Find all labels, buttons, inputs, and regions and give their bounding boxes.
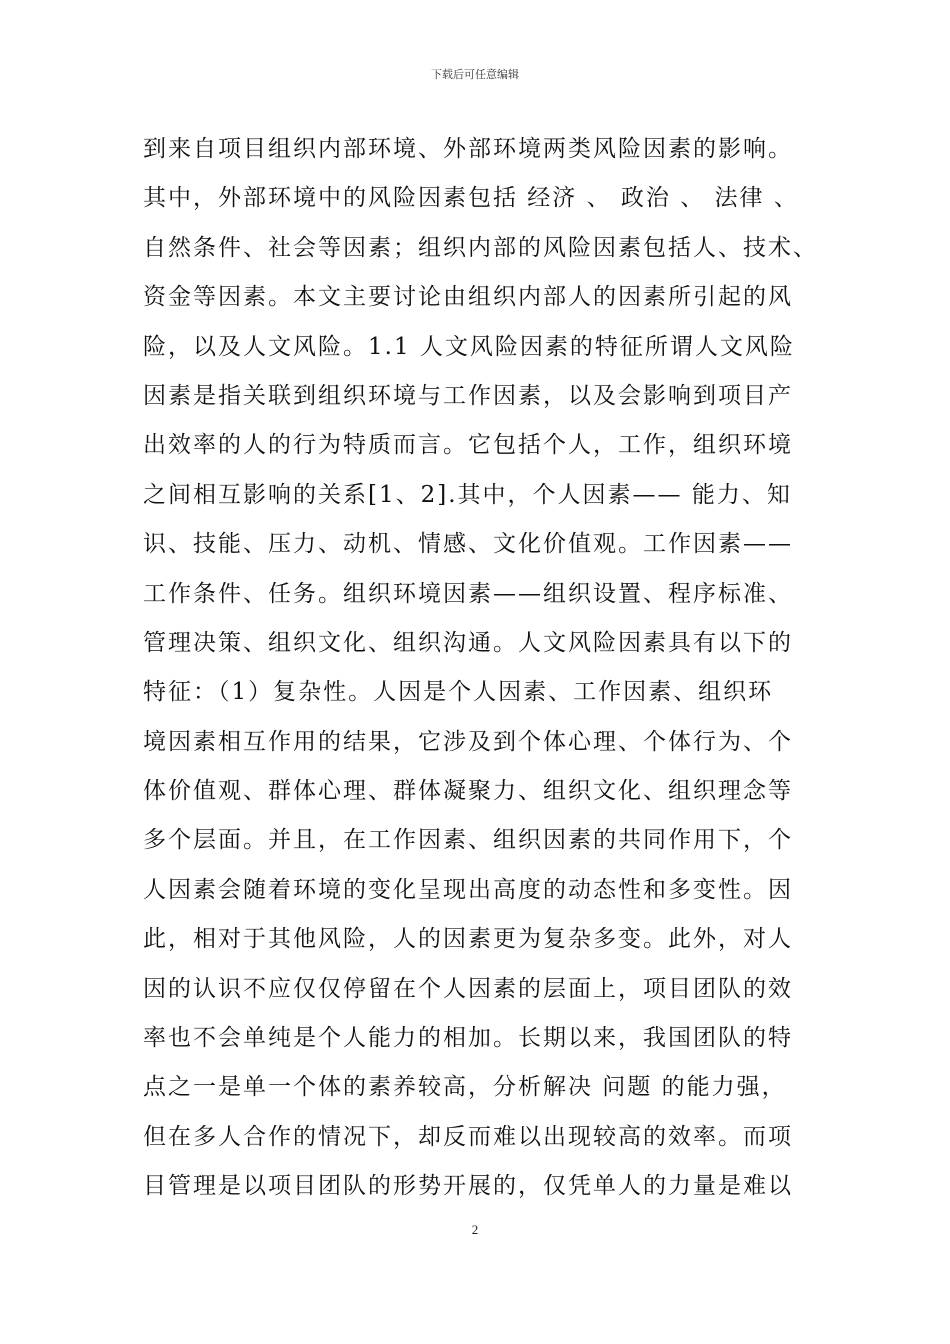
text-line: 之间相互影响的关系[1、2].其中，个人因素—— 能力、知	[143, 481, 792, 508]
text-line: 自然条件、社会等因素；组织内部的风险因素包括人、技术、	[143, 234, 818, 261]
text-line: 因的认识不应仅仅停留在个人因素的层面上，项目团队的效	[143, 975, 793, 1002]
text-line: 管理决策、组织文化、组织沟通。人文风险因素具有以下的	[143, 629, 793, 656]
text-line: 因素是指关联到组织环境与工作因素，以及会影响到项目产	[143, 382, 793, 409]
text-line: 识、技能、压力、动机、情感、文化价值观。工作因素——	[143, 531, 793, 558]
text-line: 其中，外部环境中的风险因素包括 经济 、 政治 、 法律 、	[143, 185, 799, 212]
text-line: 体价值观、群体心理、群体凝聚力、组织文化、组织理念等	[143, 778, 793, 805]
text-line: 工作条件、任务。组织环境因素——组织设置、程序标准、	[143, 580, 793, 607]
text-line: 到来自项目组织内部环境、外部环境两类风险因素的影响。	[143, 136, 793, 162]
text-line: 率也不会单纯是个人能力的相加。长期以来，我国团队的特	[143, 1025, 793, 1052]
text-line: 险，以及人文风险。1.1 人文风险因素的特征所谓人文风险	[143, 333, 795, 360]
text-line: 资金等因素。本文主要讨论由组织内部人的因素所引起的风	[143, 284, 793, 311]
text-line: 目管理是以项目团队的形势开展的，仅凭单人的力量是难以	[143, 1173, 793, 1200]
body-text	[143, 125, 833, 1212]
text-line: 人因素会随着环境的变化呈现出高度的动态性和多变性。因	[143, 876, 793, 903]
text-line: 多个层面。并且，在工作因素、组织因素的共同作用下，个	[143, 827, 793, 854]
text-line: 但在多人合作的情况下，却反而难以出现较高的效率。而项	[143, 1123, 793, 1150]
text-line: 点之一是单一个体的素养较高，分析解决 问题 的能力强，	[143, 1074, 787, 1101]
text-line: 此，相对于其他风险，人的因素更为复杂多变。此外，对人	[143, 926, 793, 953]
page-header: 下载后可任意编辑	[431, 68, 519, 81]
text-line: 出效率的人的行为特质而言。它包括个人，工作，组织环境	[143, 432, 793, 459]
text-line: 境因素相互作用的结果，它涉及到个体心理、个体行为、个	[143, 728, 793, 755]
page-number: 2	[471, 1222, 479, 1237]
text-line: 特征：（1）复杂性。人因是个人因素、工作因素、组织环	[143, 679, 774, 706]
